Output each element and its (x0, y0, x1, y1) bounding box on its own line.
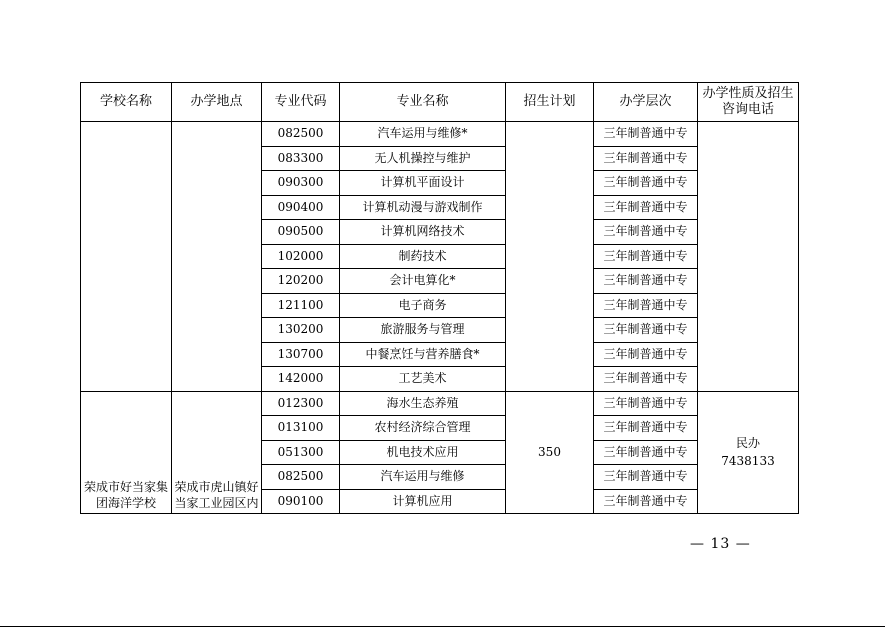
major-code: 090300 (262, 171, 340, 196)
level: 三年制普通中专 (594, 489, 698, 514)
major-code: 012300 (262, 391, 340, 416)
level: 三年制普通中专 (594, 318, 698, 343)
major-code: 142000 (262, 367, 340, 392)
level: 三年制普通中专 (594, 367, 698, 392)
header-enrollment-plan: 招生计划 (506, 83, 594, 122)
major-code: 013100 (262, 416, 340, 441)
major-code: 090400 (262, 195, 340, 220)
major-code: 120200 (262, 269, 340, 294)
level: 三年制普通中专 (594, 293, 698, 318)
header-location: 办学地点 (172, 83, 262, 122)
level: 三年制普通中专 (594, 195, 698, 220)
plan-cell-empty (506, 122, 594, 392)
level: 三年制普通中专 (594, 146, 698, 171)
major-code: 102000 (262, 244, 340, 269)
major-name: 旅游服务与管理 (340, 318, 506, 343)
school-nature: 民办 (735, 436, 760, 451)
table-row (81, 122, 799, 147)
major-name: 会计电算化* (340, 269, 506, 294)
major-code: 130700 (262, 342, 340, 367)
major-name: 农村经济综合管理 (340, 416, 506, 441)
level: 三年制普通中专 (594, 465, 698, 490)
major-code: 082500 (262, 465, 340, 490)
major-code: 121100 (262, 293, 340, 318)
major-code: 082500 (262, 122, 340, 147)
header-school-name: 学校名称 (81, 83, 172, 122)
location-cell-empty (172, 122, 262, 392)
page-number: — 13 — (690, 536, 751, 552)
major-code: 090100 (262, 489, 340, 514)
major-name: 汽车运用与维修 (340, 465, 506, 490)
major-code: 051300 (262, 440, 340, 465)
major-name: 海水生态养殖 (340, 391, 506, 416)
nature-cell-empty (698, 122, 799, 392)
major-name: 电子商务 (340, 293, 506, 318)
table-header-row (81, 83, 799, 122)
nature-phone-cell (698, 391, 799, 514)
header-major-code: 专业代码 (262, 83, 340, 122)
level: 三年制普通中专 (594, 269, 698, 294)
level: 三年制普通中专 (594, 122, 698, 147)
level: 三年制普通中专 (594, 244, 698, 269)
level: 三年制普通中专 (594, 391, 698, 416)
level: 三年制普通中专 (594, 440, 698, 465)
major-name: 汽车运用与维修* (340, 122, 506, 147)
level: 三年制普通中专 (594, 342, 698, 367)
header-major-name: 专业名称 (340, 83, 506, 122)
consult-phone: 7438133 (721, 454, 775, 469)
school-name-cell: 荣成市好当家集团海洋学校 (81, 391, 172, 514)
major-code: 130200 (262, 318, 340, 343)
major-name: 机电技术应用 (340, 440, 506, 465)
major-name: 中餐烹饪与营养膳食* (340, 342, 506, 367)
major-name: 计算机平面设计 (340, 171, 506, 196)
major-name: 计算机网络技术 (340, 220, 506, 245)
major-code: 090500 (262, 220, 340, 245)
school-cell-empty (81, 122, 172, 392)
major-code: 083300 (262, 146, 340, 171)
enrollment-plan-cell: 350 (506, 391, 594, 514)
level: 三年制普通中专 (594, 220, 698, 245)
level: 三年制普通中专 (594, 171, 698, 196)
header-level: 办学层次 (594, 83, 698, 122)
table-row (81, 391, 799, 416)
school-location-cell: 荣成市虎山镇好当家工业园区内 (172, 391, 262, 514)
major-name: 无人机操控与维护 (340, 146, 506, 171)
major-name: 计算机动漫与游戏制作 (340, 195, 506, 220)
major-name: 工艺美术 (340, 367, 506, 392)
major-name: 制药技术 (340, 244, 506, 269)
major-name: 计算机应用 (340, 489, 506, 514)
enrollment-table (80, 82, 799, 514)
header-nature-phone: 办学性质及招生咨询电话 (698, 83, 799, 122)
level: 三年制普通中专 (594, 416, 698, 441)
